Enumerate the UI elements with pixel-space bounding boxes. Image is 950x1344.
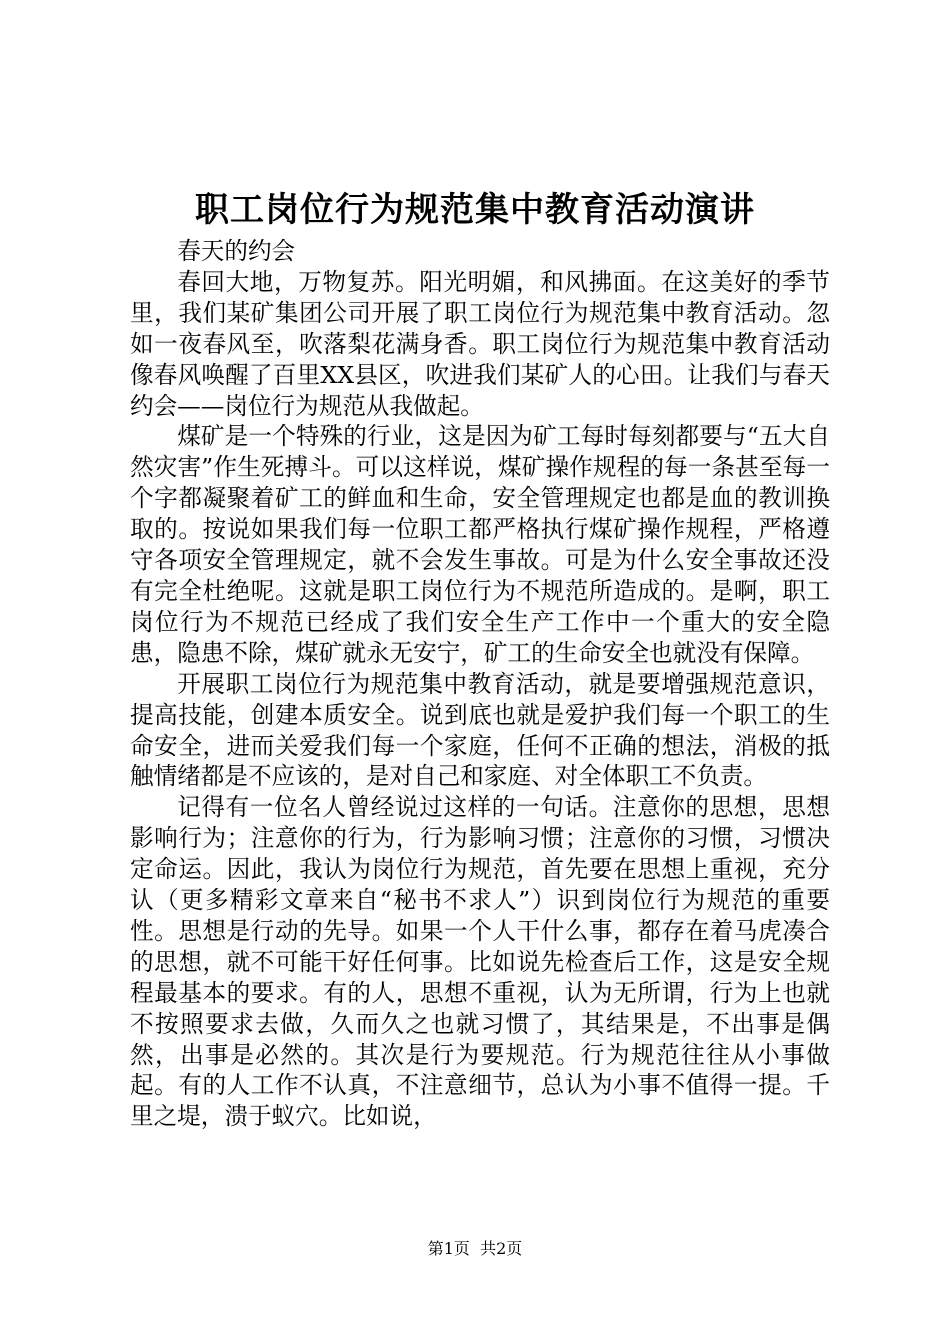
document-body — [130, 236, 830, 1132]
body-paragraph: 记得有一位名人曾经说过这样的一句话。注意你的思想，思想影响行为；注意你的行为，行为影响习惯；注意你的习惯，习惯决定命运。因此，我认为岗位行为规范，首先要在思想上重视，充分认（更多精彩文章来自“秘书不求人”）识到岗位行为规范的重要性。思想是行动的先导。如果一个人干什么事，都存在着马虎凑合的思想，就不可能干好任何事。比如说先检查后工作，这是安全规程最基本的要求。有的人，思想不重视，认为无所谓，行为上也就不按照要求去做，久而久之也就习惯了，其结果是，不出事是偶然，出事是必然的。其次是行为要规范。行为规范往往从小事做起。有的人工作不认真，不注意细节，总认为小事不值得一提。千里之堤，溃于蚁穴。比如说， — [130, 793, 830, 1131]
body-paragraph: 开展职工岗位行为规范集中教育活动，就是要增强规范意识，提高技能，创建本质安全。说到底也就是爱护我们每一个职工的生命安全，进而关爱我们每一个家庭，任何不正确的想法，消极的抵触情绪都是不应该的，是对自己和家庭、对全体职工不负责。 — [130, 669, 830, 791]
footer-separator — [470, 1239, 480, 1258]
body-paragraph: 煤矿是一个特殊的行业，这是因为矿工每时每刻都要与“五大自然灾害”作生死搏斗。可以这样说，煤矿操作规程的每一条甚至每一个字都凝聚着矿工的鲜血和生命，安全管理规定也都是血的教训换取的。按说如果我们每一位职工都严格执行煤矿操作规程，严格遵守各项安全管理规定，就不会发生事故。可是为什么安全事故还没有完全杜绝呢。这就是职工岗位行为不规范所造成的。是啊，职工岗位行为不规范已经成了我们安全生产工作中一个重大的安全隐患，隐患不除，煤矿就永无安宁，矿工的生命安全也就没有保障。 — [130, 422, 830, 667]
document-title: 职工岗位行为规范集中教育活动演讲 — [195, 190, 755, 230]
subtitle-paragraph: 春天的约会 — [177, 237, 296, 265]
page-number-total: 共2页 — [480, 1239, 523, 1258]
page-footer — [0, 1238, 950, 1260]
page-number-current: 第1页 — [427, 1239, 470, 1258]
body-paragraph: 春回大地，万物复苏。阳光明媚，和风拂面。在这美好的季节里，我们某矿集团公司开展了职工岗位行为规范集中教育活动。忽如一夜春风至，吹落梨花满身香。职工岗位行为规范集中教育活动像春风唤醒了百里XX县区，吹进我们某矿人的心田。让我们与春天约会——岗位行为规范从我做起。 — [130, 267, 830, 420]
